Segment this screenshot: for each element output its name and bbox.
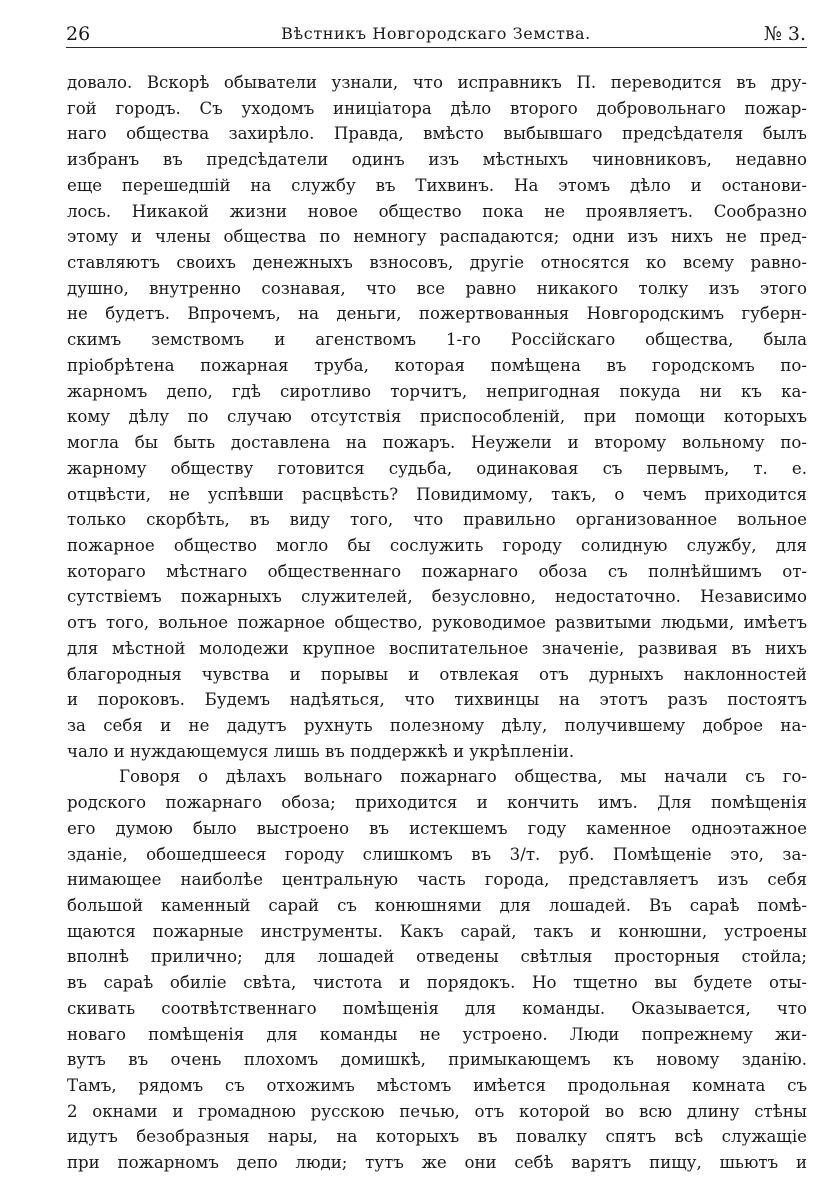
text-line: не будетъ. Впрочемъ, на деньги, пожертвованныя Новгородскимъ губерн-	[67, 304, 807, 324]
paragraph-start-line: Говоря о дѣлахъ вольнаго пожарнаго общества, мы начали съ го-	[119, 767, 807, 787]
text-line: его думою было выстроено въ истекшемъ году каменное одноэтажное	[67, 818, 807, 838]
text-line: гой городъ. Съ уходомъ иниціатора дѣло второго добровольнаго пожар-	[67, 98, 807, 118]
text-line: пожарное общество могло бы сослужить городу солидную службу, для	[67, 535, 807, 555]
text-line: лось. Никакой жизни новое общество пока не проявляетъ. Сообразно	[67, 201, 807, 221]
body-text	[67, 70, 807, 1176]
text-line: жарному обществу готовится судьба, одинаковая съ первымъ, т. е.	[67, 458, 807, 478]
text-line: скивать соотвѣтственнаго помѣщенія для команды. Оказывается, что	[67, 998, 807, 1018]
text-line: въ сараѣ обиліе свѣта, чистота и порядокъ. Но тщетно вы будете оты-	[67, 973, 807, 993]
text-line: ставляютъ своихъ денежныхъ взносовъ, другіе относятся ко всему равно-	[67, 253, 807, 273]
text-line: избранъ въ предсѣдатели одинъ изъ мѣстныхъ чиновниковъ, недавно	[67, 150, 807, 170]
text-line: благородныя чувства и порывы и отвлекая отъ дурныхъ наклонностей	[67, 664, 807, 684]
issue-number: № 3.	[763, 23, 806, 45]
text-line: только скорбѣть, въ виду того, что правильно организованное вольное	[67, 510, 807, 530]
text-line: отцвѣсти, не успѣвши расцвѣсть? Повидимому, такъ, о чемъ приходится	[67, 484, 807, 504]
text-line: и пороковъ. Будемъ надѣяться, что тихвинцы на этотъ разъ постоятъ	[67, 690, 807, 710]
running-title: Вѣстникъ Новгородскаго Земства.	[281, 24, 591, 43]
text-line: еще перешедшій на службу въ Тихвинъ. На этомъ дѣло и останови-	[67, 175, 807, 195]
text-line: вутъ въ очень плохомъ домишкѣ, примыкающемъ къ новому зданію.	[67, 1050, 807, 1070]
text-line: сутствіемъ пожарныхъ служителей, безусловно, недостаточно. Независимо	[67, 587, 807, 607]
running-header	[66, 22, 806, 46]
text-line: жарномъ депо, гдѣ сиротливо торчитъ, непригодная покуда ни къ ка-	[67, 381, 807, 401]
text-line: кому дѣлу по случаю отсутствія приспособленій, при помощи которыхъ	[67, 407, 807, 427]
text-line: скимъ земствомъ и агенствомъ 1-го Россійскаго общества, была	[67, 330, 807, 350]
text-line: отъ того, вольное пожарное общество, руководимое развитыми людьми, имѣетъ	[67, 613, 807, 633]
page-number: 26	[66, 23, 91, 45]
text-line: родского пожарнаго обоза; приходится и кончить имъ. Для помѣщенія	[67, 793, 807, 813]
header-rule	[66, 47, 807, 48]
text-line: вполнѣ прилично; для лошадей отведены свѣтлыя просторныя стойла;	[67, 947, 807, 967]
text-line: наго общества захирѣло. Правда, вмѣсто выбывшаго предсѣдателя былъ	[67, 124, 807, 144]
text-line: этому и члены общества по немногу распадаются; одни изъ нихъ не пред-	[67, 227, 807, 247]
text-line: 2 окнами и громадною русскою печью, отъ которой во всю длину стѣны	[67, 1101, 807, 1121]
text-line: душно, внутренно сознавая, что все равно никакого толку изъ этого	[67, 278, 807, 298]
text-line: для мѣстной молодежи крупное воспитательное значеніе, развивая въ нихъ	[67, 638, 807, 658]
text-line: большой каменный сарай съ конюшнями для лошадей. Въ сараѣ помѣ-	[67, 896, 807, 915]
text-line: Тамъ, рядомъ съ отхожимъ мѣстомъ имѣется продольная комната съ	[67, 1076, 807, 1096]
text-line: новаго помѣщенія для команды не устроено. Люди попрежнему жи-	[67, 1024, 807, 1044]
text-line: пріобрѣтена пожарная труба, которая помѣщена въ городскомъ по-	[67, 355, 807, 375]
text-line: нимающее наиболѣе центральную часть города, представляетъ изъ себя	[67, 870, 807, 890]
text-line: идутъ безобразныя нары, на которыхъ въ повалку спятъ всѣ служащіе	[67, 1127, 807, 1147]
text-line: котораго мѣстнаго общественнаго пожарнаго обоза съ полнѣйшимъ от-	[67, 561, 807, 581]
text-line: довало. Вскорѣ обыватели узнали, что исправникъ П. переводится въ дру-	[67, 73, 807, 92]
text-line: щаются пожарные инструменты. Какъ сарай, такъ и конюшни, устроены	[67, 921, 807, 941]
text-line: при пожарномъ депо люди; тутъ же они себѣ варятъ пищу, шьютъ и	[67, 1153, 807, 1173]
text-line: могла бы быть доставлена на пожаръ. Неужели и второму вольному по-	[67, 433, 807, 453]
paragraph-end-line: чало и нуждающемуся лишь въ поддержкѣ и укрѣпленіи.	[67, 741, 575, 761]
text-line: зданіе, обошедшееся городу слишкомъ въ 3/т. руб. Помѣщеніе это, за-	[67, 844, 807, 864]
text-line: за себя и не дадутъ рухнуть полезному дѣлу, получившему доброе на-	[67, 715, 807, 735]
